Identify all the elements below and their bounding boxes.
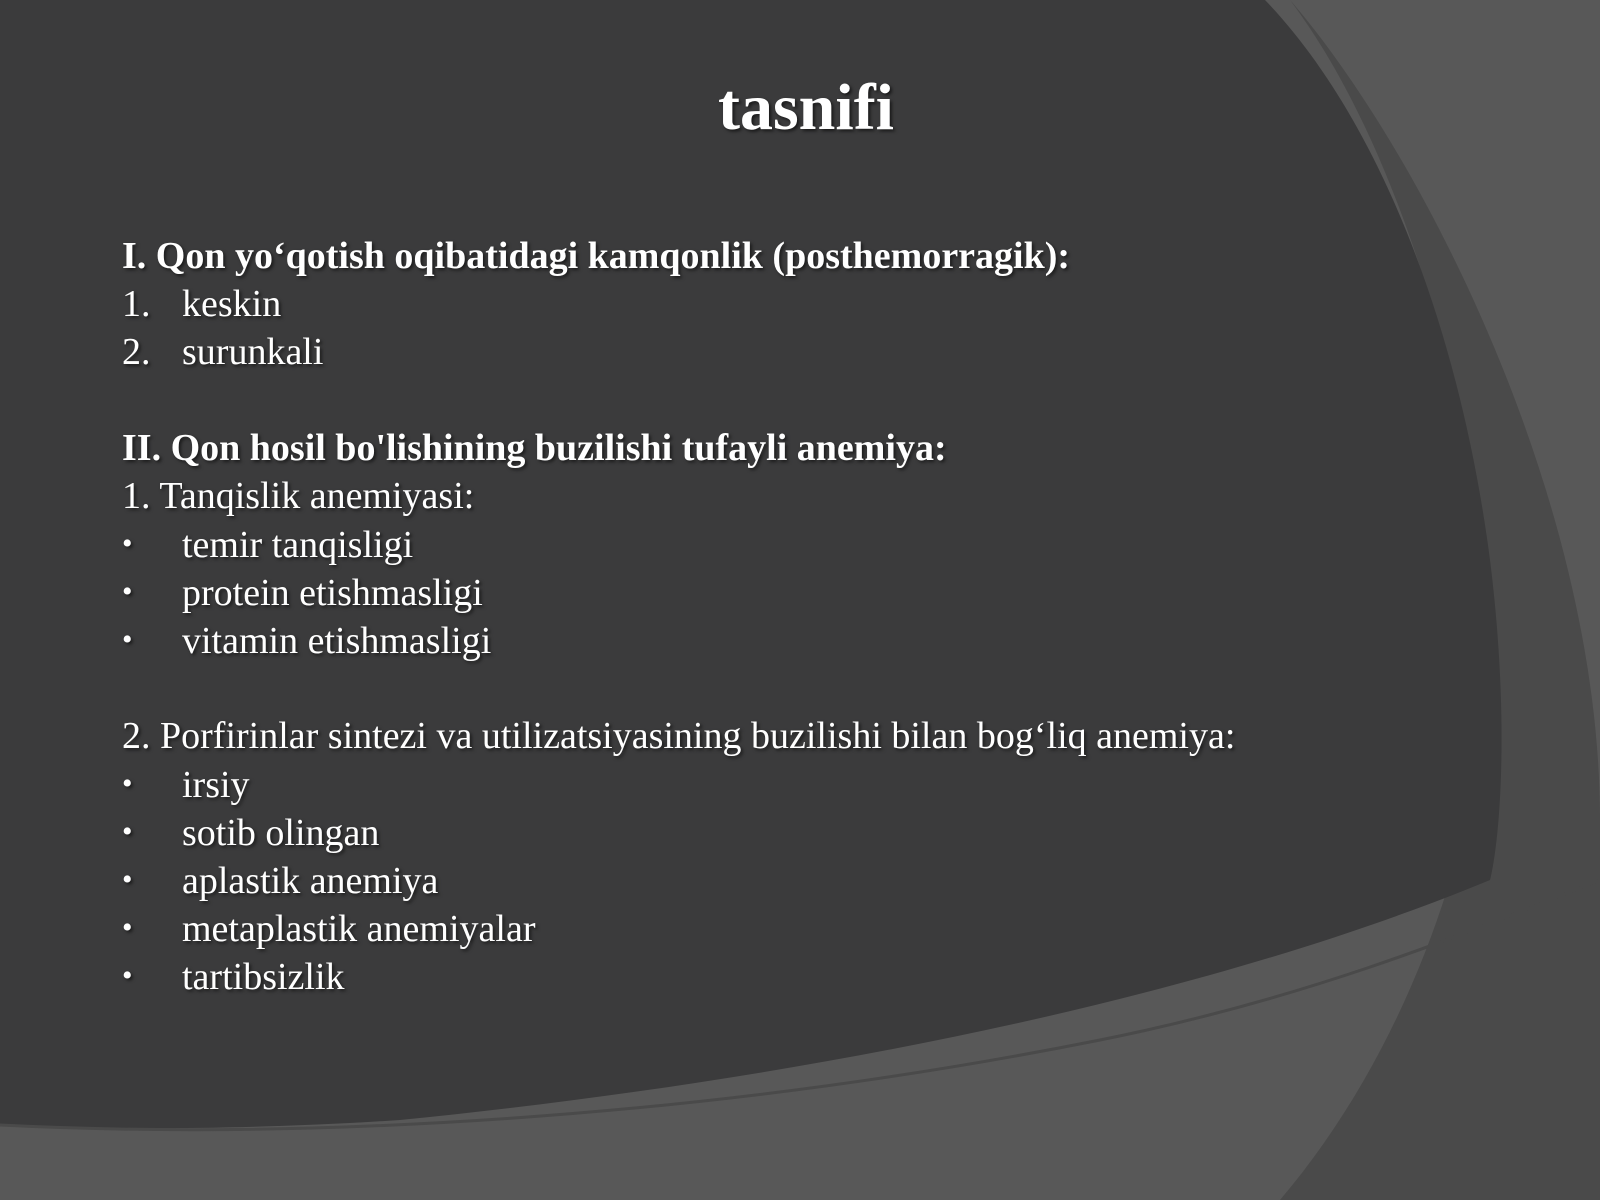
bullet-item — [122, 904, 1472, 952]
bullet-item — [122, 568, 1472, 616]
subsection2-heading: 2. Porfirinlar sintezi va utilizatsiyasining buzilishi bilan bog‘liq anemiya: — [122, 715, 1236, 757]
section1-heading: I. Qon yo‘qotish oqibatidagi kamqonlik (posthemorragik): — [122, 235, 1071, 277]
slide-title: tasnifi — [717, 71, 895, 144]
bullet-text: aplastik anemiya — [182, 860, 439, 902]
bullet-item — [122, 952, 1472, 1000]
bullet-icon: • — [122, 959, 133, 992]
spacer — [122, 376, 1472, 424]
bullet-text: tartibsizlik — [182, 956, 345, 998]
list-number: 2. — [122, 331, 151, 373]
bullet-item — [122, 616, 1472, 664]
bullet-icon: • — [122, 527, 133, 560]
list-item-text: keskin — [182, 283, 282, 325]
bullet-icon: • — [122, 911, 133, 944]
bullet-text: irsiy — [182, 764, 250, 806]
bullet-item — [122, 856, 1472, 904]
bullet-text: sotib olingan — [182, 812, 380, 854]
list-number: 1. — [122, 283, 151, 325]
bullet-item — [122, 760, 1472, 808]
bullet-text: temir tanqisligi — [182, 524, 414, 566]
list-item — [122, 328, 1472, 376]
spacer — [122, 664, 1472, 712]
bullet-text: protein etishmasligi — [182, 572, 483, 614]
bullet-text: metaplastik anemiyalar — [182, 908, 536, 950]
bullet-item — [122, 520, 1472, 568]
list-item-text: surunkali — [182, 331, 324, 373]
subsection1-heading: 1. Tanqislik anemiyasi: — [122, 475, 475, 517]
bullet-icon: • — [122, 623, 133, 656]
bullet-icon: • — [122, 863, 133, 896]
bullet-text: vitamin etishmasligi — [182, 620, 492, 662]
section2-heading: II. Qon hosil bo'lishining buzilishi tufayli anemiya: — [122, 427, 947, 469]
bullet-icon: • — [122, 575, 133, 608]
list-item — [122, 280, 1472, 328]
bullet-icon: • — [122, 815, 133, 848]
bullet-icon: • — [122, 767, 133, 800]
slide-body — [122, 232, 1472, 1000]
bullet-item — [122, 808, 1472, 856]
